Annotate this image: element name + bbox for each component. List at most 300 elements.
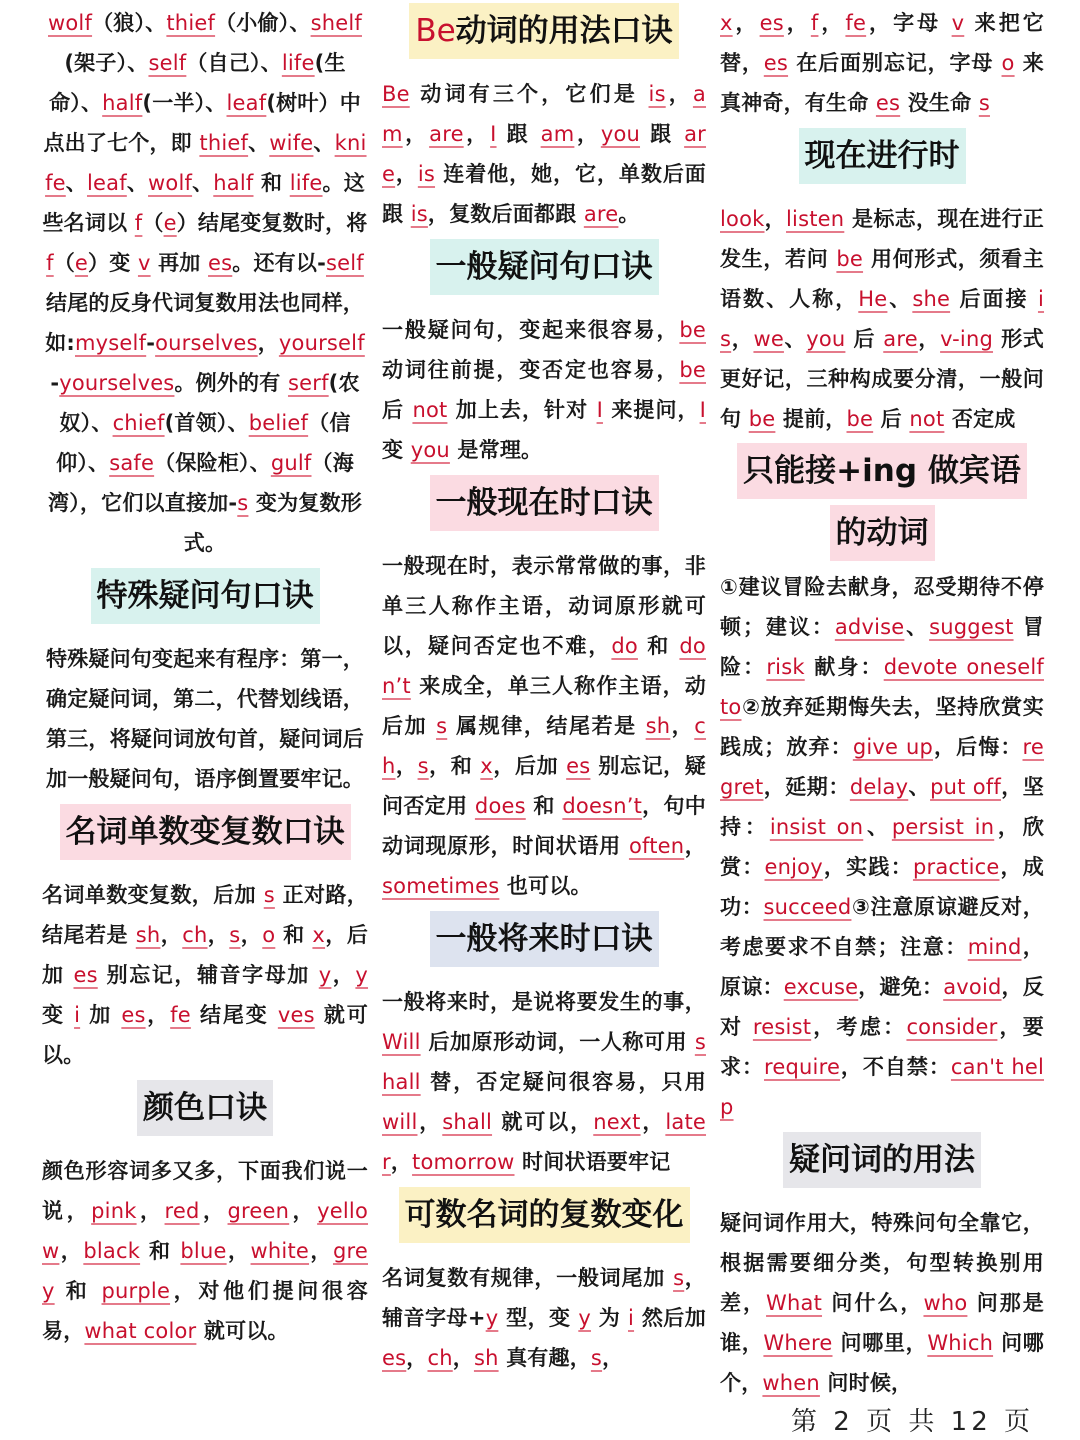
english-term: be xyxy=(846,407,874,431)
english-term: Will xyxy=(382,1030,421,1054)
column-middle xyxy=(382,0,706,1378)
text-run: ， xyxy=(764,207,787,231)
english-term: tomorrow xyxy=(412,1150,515,1174)
para-present-continuous xyxy=(720,199,1044,439)
text-run: 然后加 xyxy=(634,1306,706,1330)
para-future-simple xyxy=(382,982,706,1182)
english-term: blue xyxy=(180,1239,227,1263)
english-term: chief xyxy=(112,411,165,435)
text-run: 就可以。 xyxy=(42,1003,369,1067)
text-run: 动词往前提，变否定也容易， xyxy=(382,358,680,382)
english-term: o xyxy=(1001,51,1015,75)
english-term: are xyxy=(883,327,918,351)
text-run: 加 xyxy=(80,1003,122,1027)
para-noun-plural xyxy=(42,875,368,1075)
english-term: I xyxy=(596,398,603,422)
english-term: be xyxy=(836,247,864,271)
english-term: x xyxy=(480,754,493,778)
text-run: ，不自禁： xyxy=(840,1055,951,1079)
english-term: risk xyxy=(766,655,805,679)
text-run: ，延期： xyxy=(763,775,850,799)
text-run: ， xyxy=(783,11,811,35)
english-term: put off xyxy=(930,775,1001,799)
english-term: practice xyxy=(912,855,1000,879)
text-run: ， xyxy=(731,327,754,351)
english-term: self xyxy=(148,51,187,75)
text-run: ，辅音字母+ xyxy=(382,1266,706,1330)
english-term: half xyxy=(213,171,254,195)
text-run: 来把它替， xyxy=(720,11,1045,75)
text-run: 形式更好记，三种构成要分清，一般问句 xyxy=(720,327,1045,431)
text-run: ，反对 xyxy=(720,975,1044,1039)
english-term: doesn’t xyxy=(562,794,643,818)
english-term: s xyxy=(673,1266,685,1290)
heading-be-verb: Be动词的用法口诀 xyxy=(382,2,706,74)
text-run: 和 xyxy=(525,794,563,818)
heading-future-simple: 一般将来时口诀 xyxy=(382,910,706,982)
text-run: 名词复数有规律，一般词尾加 xyxy=(382,1266,674,1290)
column-right xyxy=(720,0,1044,1403)
text-run: ， xyxy=(160,923,183,947)
text-run: 别忘记，辅音字母加 xyxy=(97,963,319,987)
english-term: not xyxy=(412,398,448,422)
english-term: shall xyxy=(382,1030,706,1094)
text-run: 、 xyxy=(248,131,270,155)
text-run: 提前， xyxy=(775,407,847,431)
english-term: you xyxy=(600,122,641,146)
text-run: 、 xyxy=(904,615,930,639)
text-run: 和 xyxy=(275,923,313,947)
english-term: be xyxy=(679,318,706,342)
text-run: 正对路，结尾若是 xyxy=(42,883,369,947)
english-term: s xyxy=(417,754,429,778)
english-term: what color xyxy=(84,1319,197,1343)
text-run: ）结尾变复数时，将 xyxy=(176,211,368,235)
text-run: 后 xyxy=(382,398,413,422)
text-run: 一般将来时，是说将要发生的事， xyxy=(382,990,706,1014)
text-run: (生命）、 xyxy=(49,51,346,115)
english-term: s xyxy=(263,883,275,907)
text-run: 动词有三个，它们是 xyxy=(409,82,649,106)
english-term: insist on xyxy=(769,815,864,839)
text-run: 用何形式，须看主语数、人称， xyxy=(720,247,1044,311)
english-term: serf xyxy=(287,371,329,395)
english-term: are xyxy=(429,122,464,146)
text-run: 问哪个， xyxy=(720,1331,1044,1395)
english-term: white xyxy=(250,1239,310,1263)
english-term: resist xyxy=(752,1015,812,1039)
text-run: ②放弃延期悔失去，坚持欣赏实践成；放弃： xyxy=(720,695,1044,759)
english-term: ch xyxy=(382,714,707,778)
heading-special-questions: 特殊疑问句口诀 xyxy=(42,567,368,639)
text-run: 是标志，现在进行正发生，若问 xyxy=(720,207,1045,271)
text-run: （ xyxy=(53,251,75,275)
text-run: ，考虑： xyxy=(811,1015,907,1039)
english-term: x xyxy=(720,11,733,35)
text-run: 名词单数变复数，后加 xyxy=(42,883,264,907)
text-run: 就可以。 xyxy=(196,1319,289,1343)
english-term: who xyxy=(923,1291,968,1315)
text-run: 后 xyxy=(873,407,910,431)
heading-present-simple: 一般现在时口诀 xyxy=(382,474,706,546)
text-run: ， xyxy=(406,1346,428,1370)
para-present-simple xyxy=(382,546,706,906)
text-run: 为 xyxy=(590,1306,628,1330)
english-term: I xyxy=(699,398,706,422)
text-run: ， xyxy=(684,834,706,858)
english-term: v-ing xyxy=(940,327,994,351)
english-term: leaf xyxy=(226,91,267,115)
text-run: (架子）、 xyxy=(64,51,149,75)
english-term: safe xyxy=(109,451,155,475)
text-run: ， xyxy=(818,11,846,35)
english-term: sh xyxy=(135,923,161,947)
heading-colors: 颜色口诀 xyxy=(42,1079,368,1151)
text-run: ，原谅： xyxy=(720,935,1045,999)
english-term: often xyxy=(628,834,685,858)
english-term: next xyxy=(593,1110,641,1134)
text-run: ，成功： xyxy=(720,855,1044,919)
english-term: e xyxy=(163,211,177,235)
text-run: ，对他们提问很容易， xyxy=(42,1279,368,1343)
text-run: ， xyxy=(145,1003,171,1027)
text-run: 。 xyxy=(618,202,640,226)
english-term: you xyxy=(806,327,846,351)
para-countable-plural xyxy=(382,1258,706,1378)
text-run: 在后面别忘记，字母 xyxy=(788,51,1002,75)
english-term: sh xyxy=(473,1346,499,1370)
english-term: leaf xyxy=(86,171,127,195)
english-term: s xyxy=(978,91,990,115)
english-term: listen xyxy=(786,207,845,231)
text-run: 、 xyxy=(887,287,913,311)
english-term: give up xyxy=(852,735,933,759)
text-run: （保险柜）、 xyxy=(154,451,271,475)
english-term: be xyxy=(679,358,706,382)
english-term: I xyxy=(490,122,497,146)
text-run: ， xyxy=(207,923,230,947)
text-run: 别忘记，疑问否定用 xyxy=(382,754,706,818)
english-term: look xyxy=(720,207,765,231)
english-term: black xyxy=(83,1239,141,1263)
text-run: ， xyxy=(199,1199,228,1223)
text-run: 和 xyxy=(637,634,680,658)
text-run: ， xyxy=(309,1239,333,1263)
english-term: v xyxy=(137,251,151,275)
english-term: wife xyxy=(269,131,314,155)
text-run: ①建议冒险去献身，忍受期待不停顿；建议： xyxy=(720,575,1044,639)
text-run: 和 xyxy=(54,1279,102,1303)
text-run: 就可以， xyxy=(492,1110,594,1134)
english-term: am xyxy=(540,122,575,146)
text-run: ，欣赏： xyxy=(720,815,1045,879)
text-run: 替，否定疑问很容易，只用 xyxy=(420,1070,706,1094)
text-run: ， xyxy=(640,1110,666,1134)
text-run: 没生命 xyxy=(900,91,979,115)
text-run: ， xyxy=(331,963,356,987)
english-term: does xyxy=(474,794,526,818)
english-term: He xyxy=(858,287,888,311)
text-run: 真有趣， xyxy=(498,1346,591,1370)
text-run: 、 xyxy=(126,171,149,195)
text-run: （ xyxy=(142,211,164,235)
para-yes-no-questions xyxy=(382,310,706,470)
text-run: ，字母 xyxy=(866,11,952,35)
english-term: excuse xyxy=(783,975,859,999)
text-run: ）变 xyxy=(88,251,138,275)
english-term: she xyxy=(912,287,951,311)
text-run: ，和 xyxy=(428,754,481,778)
english-term: shelf xyxy=(310,11,362,35)
english-term: are xyxy=(583,202,619,226)
english-term: is xyxy=(410,202,428,226)
text-run: (树叶）中点出了七个，即 xyxy=(43,91,361,155)
text-run: 和 xyxy=(253,171,290,195)
text-run: 后加原形动词，一人称可用 xyxy=(420,1030,695,1054)
english-term: will xyxy=(382,1110,418,1134)
para-be-verb xyxy=(382,74,706,234)
english-term: es xyxy=(759,11,784,35)
text-run: 、 xyxy=(65,171,87,195)
english-term: f xyxy=(134,211,143,235)
english-term: when xyxy=(762,1371,820,1395)
english-term: is xyxy=(648,82,666,106)
english-term: half xyxy=(102,91,143,115)
english-term: life xyxy=(281,51,315,75)
english-term: wolf xyxy=(148,171,193,195)
english-term: is xyxy=(720,287,1045,351)
text-run: 跟 xyxy=(640,122,685,146)
english-term: regret xyxy=(720,735,1044,799)
english-term: es xyxy=(875,91,901,115)
text-run: ， xyxy=(226,1239,251,1263)
english-term: do xyxy=(611,634,638,658)
para-plural-continued xyxy=(720,3,1044,123)
english-term: enjoy xyxy=(764,855,823,879)
english-term: shall xyxy=(442,1110,493,1134)
text-run: 和 xyxy=(140,1239,181,1263)
english-term: red xyxy=(164,1199,200,1223)
text-run: 、 xyxy=(908,775,931,799)
english-term: What xyxy=(766,1291,823,1315)
english-term: consider xyxy=(906,1015,998,1039)
text-run: 跟 xyxy=(496,122,541,146)
text-run: 颜色形容词多又多，下面我们说一说， xyxy=(42,1159,368,1223)
heading-question-words: 疑问词的用法 xyxy=(720,1131,1044,1203)
english-term: life xyxy=(289,171,323,195)
text-run: 、 xyxy=(783,327,807,351)
text-run: 、 xyxy=(863,815,892,839)
english-term: y xyxy=(318,963,332,987)
text-run: (首领）、 xyxy=(164,411,249,435)
heading-noun-plural: 名词单数变复数口诀 xyxy=(42,803,368,875)
english-term: Which xyxy=(927,1331,994,1355)
english-term: Where xyxy=(763,1331,833,1355)
english-term: es xyxy=(566,754,591,778)
text-run: （信仰）、 xyxy=(56,411,351,475)
english-term: sh xyxy=(645,714,671,738)
text-run: ，避免： xyxy=(858,975,944,999)
english-term: es xyxy=(763,51,789,75)
text-run: ， xyxy=(417,1110,443,1134)
english-term: you xyxy=(410,438,450,462)
text-run: (农奴）、 xyxy=(59,371,360,435)
text-run: 否定成 xyxy=(944,407,1016,431)
text-run: 冒险： xyxy=(720,615,1045,679)
text-run: 疑问词作用大，特殊问句全靠它，根据需要细分类，句型转换别用差， xyxy=(720,1211,1044,1315)
english-term: mind xyxy=(967,935,1022,959)
english-term: don’t xyxy=(382,634,706,698)
text-run: 属规律，结尾若是 xyxy=(447,714,646,738)
text-run: 、 xyxy=(313,131,335,155)
english-term: self xyxy=(326,251,364,275)
text-run: ， xyxy=(732,11,760,35)
para-question-words xyxy=(720,1203,1044,1403)
text-run: ， xyxy=(257,331,279,355)
english-term: thief xyxy=(199,131,249,155)
english-term: es xyxy=(121,1003,146,1027)
text-run: 后 xyxy=(845,327,884,351)
english-term: gulf xyxy=(270,451,312,475)
para-f-fe-plural xyxy=(42,3,368,563)
english-term: ves xyxy=(277,1003,315,1027)
text-run: ， xyxy=(917,327,941,351)
english-term: delay xyxy=(849,775,909,799)
text-run: 变 xyxy=(382,438,411,462)
english-term: yellow xyxy=(42,1199,369,1263)
text-run: 问那是谁， xyxy=(720,1291,1044,1355)
text-run: ，句中动词现原形，时间状语用 xyxy=(382,794,706,858)
english-term: pink xyxy=(91,1199,137,1223)
text-run: 一般疑问句，变起来很容易， xyxy=(382,318,680,342)
text-run: ，要求： xyxy=(720,1015,1044,1079)
text-run: 。这些名词以 xyxy=(42,171,365,235)
english-term: s xyxy=(229,923,241,947)
text-run: 。例外的有 xyxy=(174,371,288,395)
english-term: x xyxy=(312,923,326,947)
english-term: yourself xyxy=(278,331,365,355)
text-run: ，后加 xyxy=(492,754,567,778)
text-run: 再加 xyxy=(150,251,209,275)
text-run: ， xyxy=(463,122,491,146)
english-term: be xyxy=(748,407,776,431)
english-term: i xyxy=(628,1306,635,1330)
english-term: fe xyxy=(845,11,867,35)
text-run: 问什么， xyxy=(822,1291,924,1315)
text-run: 。还有以- xyxy=(232,251,326,275)
english-term: persist in xyxy=(891,815,995,839)
english-term: y xyxy=(578,1306,591,1330)
english-term: thief xyxy=(166,11,216,35)
text-run: ， xyxy=(665,82,693,106)
text-run: ， xyxy=(390,1150,413,1174)
text-run: ， xyxy=(574,122,601,146)
text-run: 一般现在时，表示常常做的事，非单三人称作主语，动词原形就可以，疑问否定也不难， xyxy=(382,554,706,658)
english-term: advise xyxy=(834,615,905,639)
english-term: f xyxy=(46,251,54,275)
english-term: es xyxy=(382,1346,407,1370)
text-run: 变 xyxy=(42,1003,75,1027)
text-run: ， xyxy=(59,1239,84,1263)
text-run: ，后加 xyxy=(42,923,369,987)
text-run: （小偷）、 xyxy=(215,11,311,35)
text-run: （自己）、 xyxy=(186,51,282,75)
text-run: ③注意原谅避反对，考虑要求不自禁；注意： xyxy=(720,895,1044,959)
heading-yes-no-questions: 一般疑问句口诀 xyxy=(382,238,706,310)
english-term: devote oneself to xyxy=(720,655,1044,719)
english-term: grey xyxy=(42,1239,368,1303)
text-run: 结尾变 xyxy=(190,1003,278,1027)
english-term: s xyxy=(237,491,249,515)
text-run: 、 xyxy=(192,171,214,195)
text-run: (一半）、 xyxy=(142,91,227,115)
english-term: es xyxy=(208,251,233,275)
english-term: is xyxy=(417,162,436,186)
text-run: ， xyxy=(452,1346,474,1370)
english-term: yourselves xyxy=(59,371,175,395)
english-term: are xyxy=(382,122,707,186)
english-term: s xyxy=(436,714,448,738)
text-run: ， xyxy=(289,1199,318,1223)
text-run: ， xyxy=(240,923,263,947)
english-term: belief xyxy=(248,411,309,435)
english-term: ch xyxy=(182,923,208,947)
english-term: myself xyxy=(75,331,147,355)
text-run: 献身： xyxy=(804,655,884,679)
english-term: wolf xyxy=(48,11,93,35)
english-term: ourselves xyxy=(155,331,258,355)
text-run: 后面接 xyxy=(950,287,1038,311)
english-term: not xyxy=(909,407,945,431)
text-run: 问时候， xyxy=(819,1371,913,1395)
text-run: ，实践： xyxy=(822,855,913,879)
english-term: avoid xyxy=(943,975,1002,999)
text-run: 来成全，单三人称作主语，动后加 xyxy=(382,674,706,738)
text-run: 来真神奇，有生命 xyxy=(720,51,1044,115)
text-run: 时间状语要牢记 xyxy=(514,1150,671,1174)
text-run: ，复数后面都跟 xyxy=(427,202,584,226)
english-term: suggest xyxy=(929,615,1014,639)
english-term: ch xyxy=(427,1346,453,1370)
text-run: 是常理。 xyxy=(449,438,543,462)
english-term: s xyxy=(590,1346,603,1370)
text-run: 也可以。 xyxy=(499,874,592,898)
english-term: succeed xyxy=(763,895,852,919)
text-run: ， xyxy=(402,122,430,146)
english-term: fe xyxy=(170,1003,191,1027)
english-term: Be xyxy=(382,82,410,106)
para-special-questions xyxy=(42,639,368,799)
text-run: ， xyxy=(670,714,695,738)
text-run: 结尾的反身代词复数用法也同样，如: xyxy=(45,291,364,355)
text-run: 型，变 xyxy=(498,1306,579,1330)
english-term: later xyxy=(382,1110,707,1174)
heading-ing-verbs: 只能接+ing 做宾语 的动词 xyxy=(720,443,1044,567)
text-run: 特殊疑问句变起来有程序：第一，确定疑问词，第二，代替划线语，第三，将疑问词放句首，疑问词后加一般疑问句，语序倒置要牢记。 xyxy=(46,647,364,791)
para-ing-verbs xyxy=(720,567,1044,1127)
heading-countable-plural: 可数名词的复数变化 xyxy=(382,1186,706,1258)
text-run: ， xyxy=(136,1199,165,1223)
english-term: knife xyxy=(45,131,367,195)
text-run: ， xyxy=(395,754,418,778)
english-term: y xyxy=(355,963,369,987)
text-run: ， xyxy=(395,162,418,186)
column-left xyxy=(42,0,368,1351)
text-run: 问哪里， xyxy=(832,1331,928,1355)
english-term: e xyxy=(74,251,89,275)
text-run: 连着他，她，它，单数后面跟 xyxy=(382,162,706,226)
para-colors xyxy=(42,1151,368,1351)
